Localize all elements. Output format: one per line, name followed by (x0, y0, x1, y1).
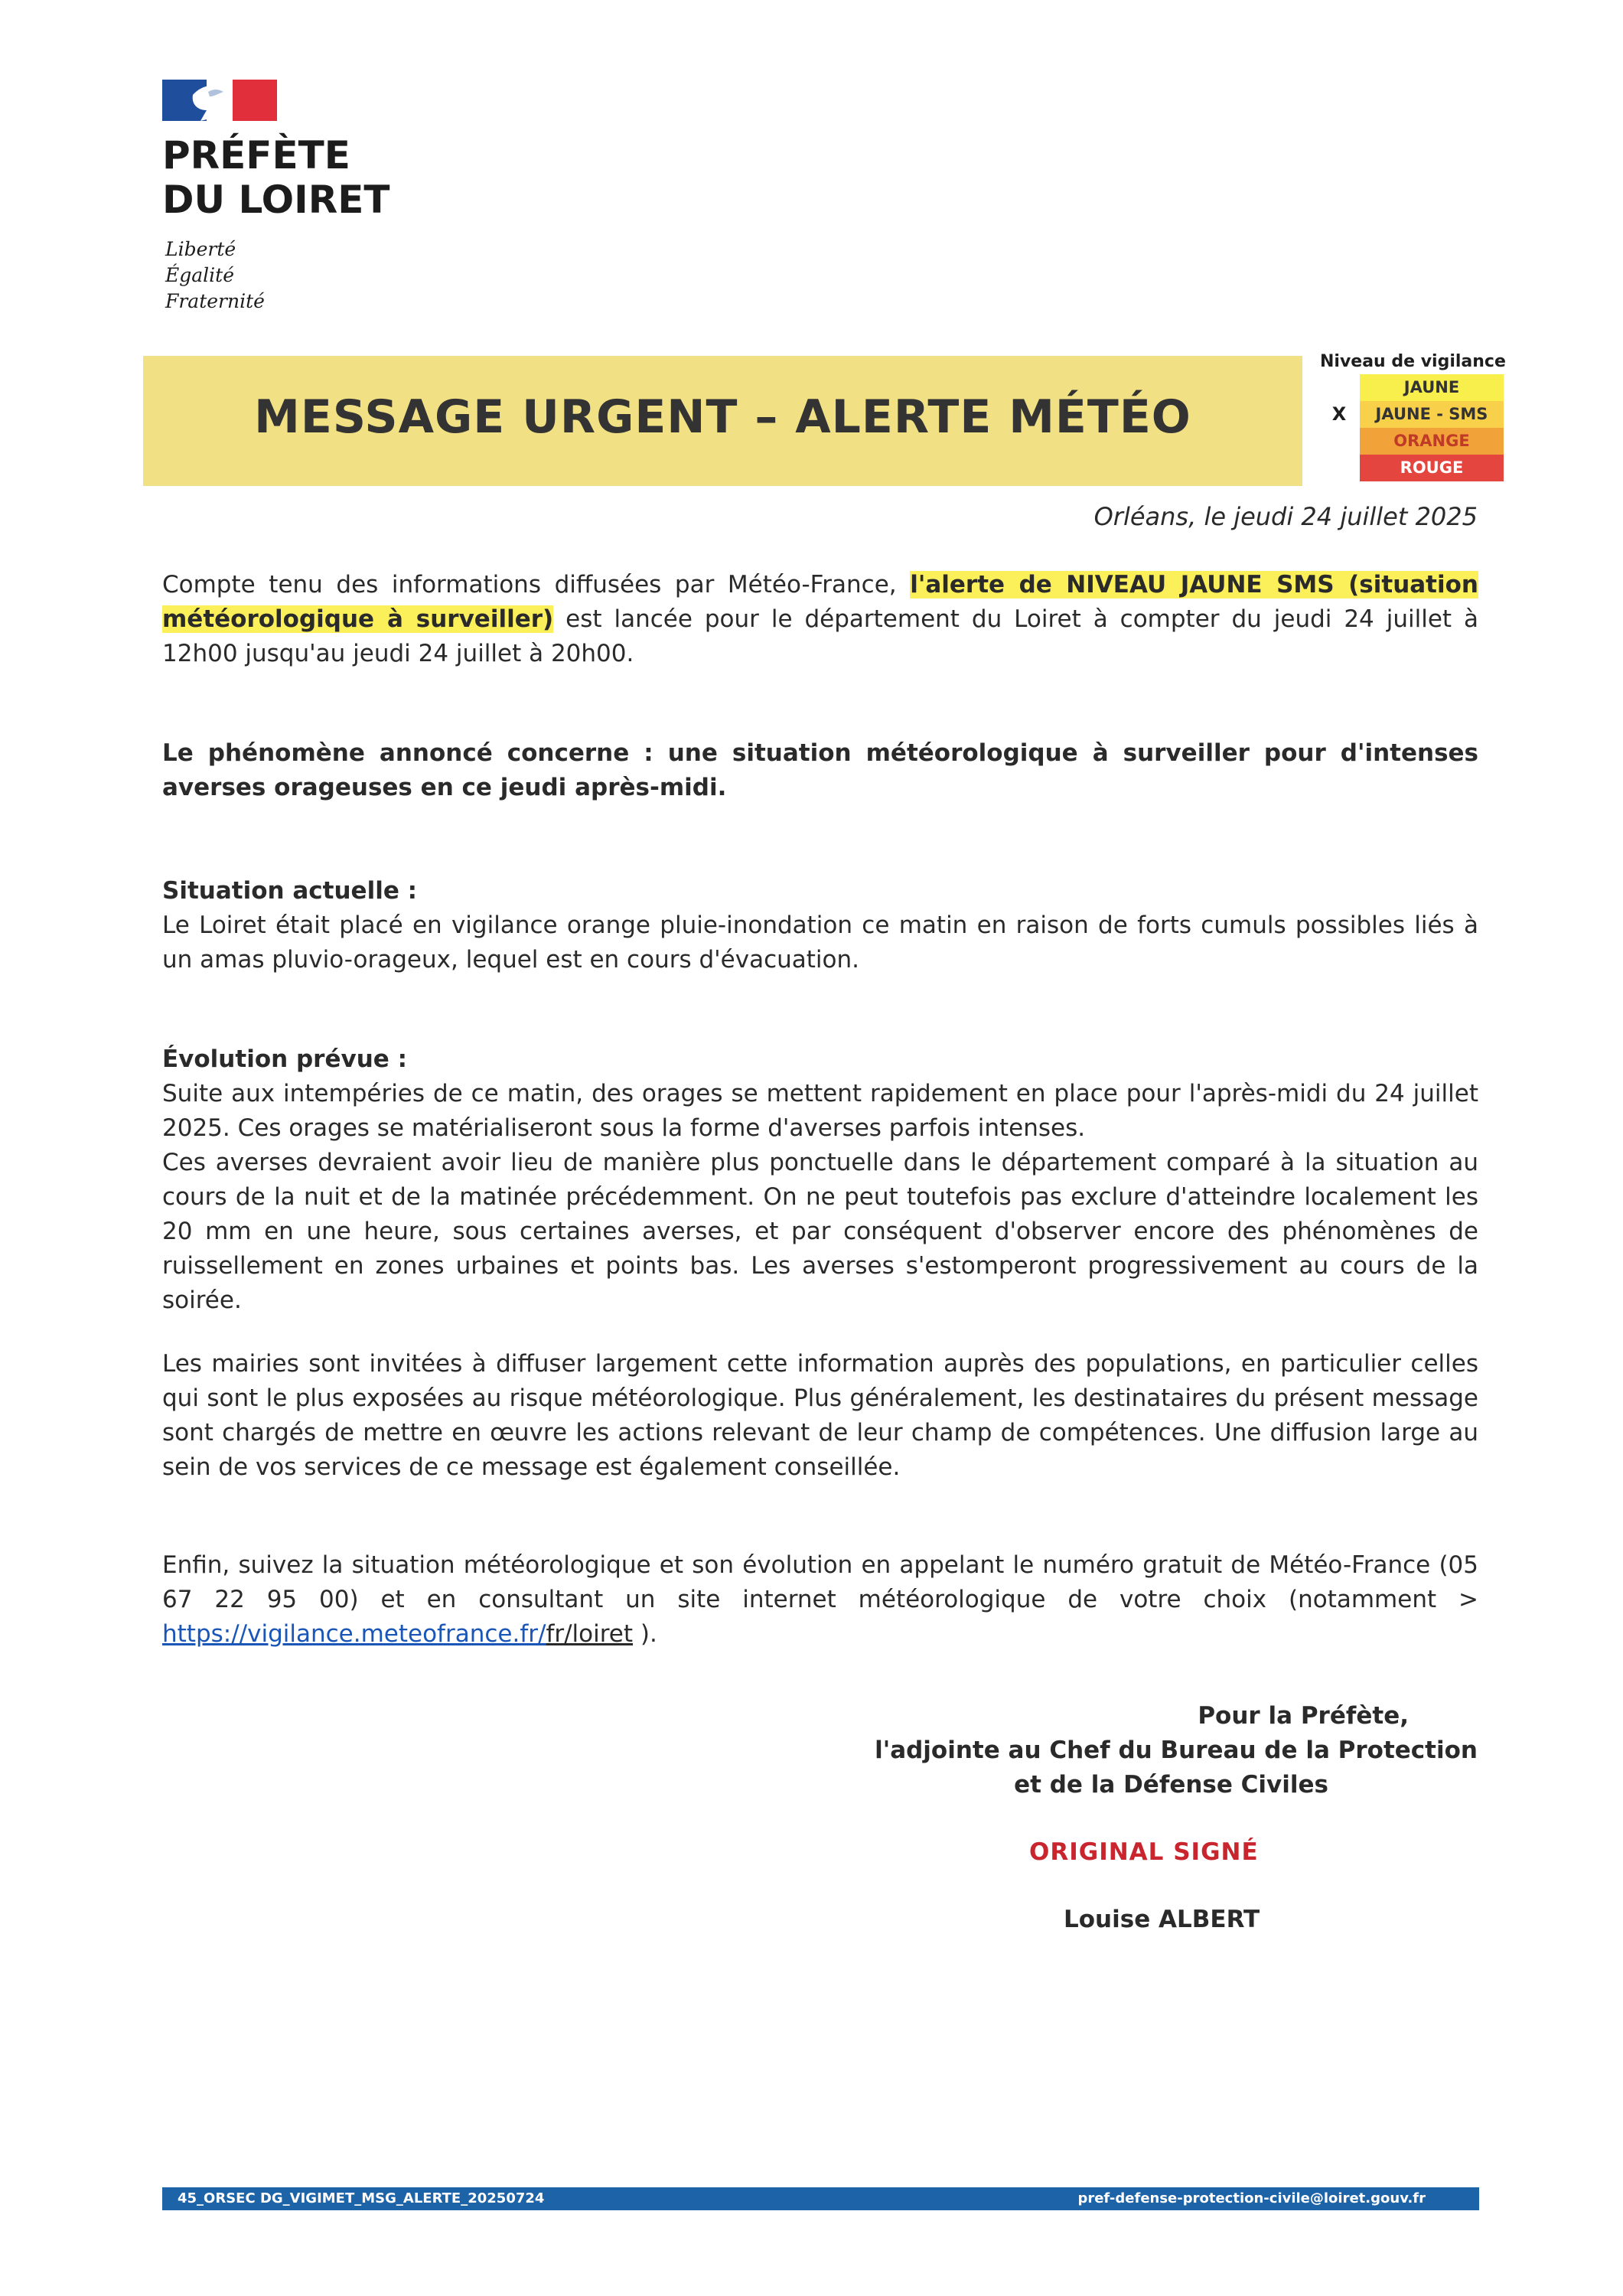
prefecture-title: PRÉFÈTE DU LOIRET (162, 133, 390, 222)
evolution-text-1: Suite aux intempéries de ce matin, des orages se mettent rapidement en place pour l'après-midi du 24 juillet 2025. Ces orages se matérialiseront sous la forme d'averses parfois intenses. (162, 1080, 1478, 1142)
situation-heading-text: Situation actuelle : (162, 877, 418, 905)
evolution-text-2: Ces averses devraient avoir lieu de manière plus ponctuelle dans le département comparé à la situation au cours de la nuit et de la matinée précédemment. On ne peut toutefois pas exclure d'atteindre localement les 20 mm en une heure, sous certaines averses, et par conséquent d'observer encore des phénomènes de ruissellement en zones urbaines et points bas. Les averses s'estomperont progressivement au cours de la soirée. (162, 1149, 1478, 1314)
vigilance-link[interactable]: https://vigilance.meteofrance.fr/ (162, 1620, 546, 1648)
vigilance-level-rouge (1320, 455, 1504, 481)
alert-period-text: est lancée pour le département du Loiret à compter du jeudi 24 juillet à 12h00 jusqu'au jeudi 24 juillet à 20h00. (162, 605, 1479, 667)
closing-text: Enfin, suivez la situation météorologique et son évolution en appelant le numéro gratuit de Météo-France (05 67 22 95 00) et en consultant un site internet météorologique de votre choix (notamment > (162, 1551, 1478, 1613)
marianne-flag-icon (162, 80, 277, 121)
vigilance-mark (1320, 374, 1358, 401)
republic-motto: Liberté Égalité Fraternité (165, 238, 265, 312)
signature-line: l'adjointe au Chef du Bureau de la Protection (875, 1737, 1478, 1764)
alert-intro-text: Compte tenu des informations diffusées par Météo-France, (162, 571, 911, 598)
mayors-paragraph: Les mairies sont invitées à diffuser largement cette information auprès des populations, en particulier celles qui sont le plus exposées au risque météorologique. Plus généralement, les destinataires du présent message sont chargés de mettre en œuvre les actions relevant de leur champ de compétences. Une diffusion large au sein de vos services de ce message est également conseillée. (162, 1350, 1478, 1481)
vigilance-selected-mark: X (1331, 403, 1347, 425)
vigilance-scale (1320, 350, 1504, 481)
alert-title: MESSAGE URGENT – ALERTE MÉTÉO (254, 390, 1191, 444)
evolution-heading (162, 1042, 1478, 1077)
signature-block (789, 1699, 1478, 1802)
vigilance-level-orange (1320, 428, 1504, 455)
signature-line: Pour la Préfète, (1198, 1702, 1409, 1730)
contact-email[interactable]: pref-defense-protection-civile@loiret.gouv.fr (1077, 2190, 1426, 2206)
vigilance-label: ORANGE (1360, 428, 1504, 455)
vigilance-mark (1320, 428, 1358, 455)
footer-bar (162, 2187, 1479, 2210)
document-reference: 45_ORSEC DG_VIGIMET_MSG_ALERTE_20250724 (178, 2190, 545, 2206)
situation-heading (162, 874, 1478, 908)
vigilance-level-jaune (1320, 374, 1504, 401)
alert-paragraph (162, 568, 1478, 671)
alert-banner (143, 356, 1302, 486)
original-signed-label: ORIGINAL SIGNÉ (1029, 1838, 1259, 1866)
vigilance-mark (1320, 455, 1358, 481)
signer-name: Louise ALBERT (1064, 1906, 1260, 1933)
phenomenon-paragraph: Le phénomène annoncé concerne : une situation météorologique à surveiller pour d'intenses averses orageuses en ce jeudi après-midi. (162, 739, 1478, 801)
vigilance-label: JAUNE (1360, 374, 1504, 401)
evolution-heading-text: Évolution prévue : (162, 1045, 407, 1073)
document-date: Orléans, le jeudi 24 juillet 2025 (1093, 502, 1478, 531)
situation-text: Le Loiret était placé en vigilance orange pluie-inondation ce matin en raison de forts cumuls possibles liés à un amas pluvio-orageux, lequel est en cours d'évacuation. (162, 912, 1478, 974)
closing-paragraph (162, 1548, 1478, 1652)
vigilance-label: ROUGE (1360, 455, 1504, 481)
vigilance-link-suffix[interactable]: fr/loiret (546, 1620, 634, 1648)
closing-end: ). (633, 1620, 657, 1648)
vigilance-header: Niveau de vigilance (1320, 352, 1506, 371)
signature-line: et de la Défense Civiles (1014, 1771, 1328, 1799)
vigilance-label: JAUNE - SMS (1360, 401, 1504, 428)
alert-level-highlight: l'alerte de NIVEAU JAUNE SMS (situation météorologique à surveiller) (162, 571, 1478, 633)
vigilance-level-jaune-sms (1320, 401, 1504, 428)
